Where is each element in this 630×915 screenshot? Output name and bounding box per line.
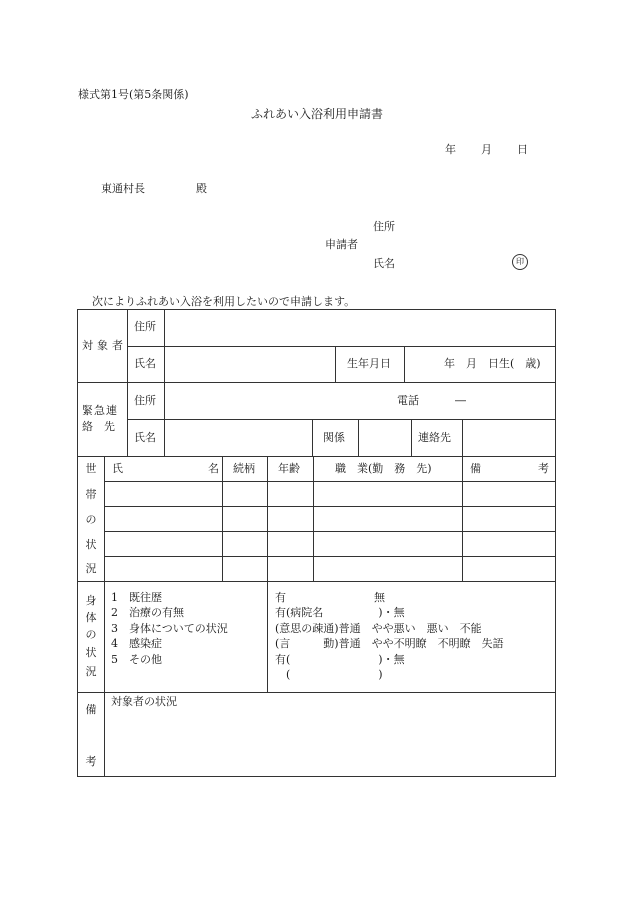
intro-text: 次によりふれあい入浴を利用したいので申請します。 <box>92 295 356 308</box>
physical-item: 5 その他 <box>111 653 162 666</box>
form-title: ふれあい入浴利用申請書 <box>251 107 384 121</box>
physical-item: 2 治療の有無 <box>111 606 184 619</box>
emergency-contact-label: 連絡先 <box>418 431 451 444</box>
date-month-label: 月 <box>481 143 492 156</box>
household-header-occupation: 職 業(勤 務 先) <box>335 462 432 475</box>
applicant-name-label: 氏名 <box>373 257 395 270</box>
target-person-label: 対象者 <box>82 339 127 352</box>
household-row[interactable] <box>105 507 555 531</box>
target-address-label: 住所 <box>134 320 156 333</box>
birthdate-field[interactable]: 年 月 日生( 歳) <box>444 357 541 370</box>
physical-value[interactable]: 有( )・無 <box>275 653 405 666</box>
household-header-relation: 続柄 <box>233 462 255 475</box>
form-number: 様式第1号(第5条関係) <box>78 88 189 101</box>
household-row[interactable] <box>105 482 555 506</box>
physical-value[interactable]: (意思の疎通)普通 やや悪い 悪い 不能 <box>275 622 482 635</box>
household-header-age: 年齢 <box>278 462 300 475</box>
date-year-label: 年 <box>445 143 456 156</box>
physical-label-char: の <box>85 628 97 641</box>
physical-value[interactable]: 有 無 <box>275 591 385 604</box>
applicant-label: 申請者 <box>325 238 358 251</box>
date-day-label: 日 <box>517 143 528 156</box>
emergency-phone-dash: ― <box>455 394 466 407</box>
physical-item: 3 身体についての状況 <box>111 622 228 635</box>
seal-icon: 印 <box>512 254 528 270</box>
physical-label-char: 身 <box>85 594 97 607</box>
emergency-address-label: 住所 <box>134 394 156 407</box>
household-header-name: 名 <box>208 462 219 475</box>
household-row[interactable] <box>105 532 555 556</box>
emergency-name-label: 氏名 <box>134 431 156 444</box>
target-name-label: 氏名 <box>134 357 156 370</box>
remarks-label-char: 考 <box>85 755 97 768</box>
addressee-honorific: 殿 <box>196 182 207 195</box>
remarks-content[interactable]: 対象者の状況 <box>111 695 177 708</box>
household-row[interactable] <box>105 557 555 581</box>
birthdate-label: 生年月日 <box>347 357 391 370</box>
remarks-label-char: 備 <box>85 703 97 716</box>
emergency-phone-label: 電話 <box>397 394 419 407</box>
emergency-name-field[interactable] <box>165 420 311 456</box>
household-header-remarks: 考 <box>538 462 549 475</box>
physical-item: 4 感染症 <box>111 637 162 650</box>
household-label-char: の <box>85 513 97 526</box>
emergency-address-field[interactable] <box>165 383 390 419</box>
target-name-field[interactable] <box>165 347 335 382</box>
target-address-field[interactable] <box>165 310 555 346</box>
household-label-char: 況 <box>85 562 97 575</box>
household-label-char: 世 <box>85 462 97 475</box>
physical-value[interactable]: (言 動)普通 やや不明瞭 不明瞭 失語 <box>275 637 504 650</box>
household-label-char: 状 <box>85 538 97 551</box>
household-label-char: 帯 <box>85 488 97 501</box>
physical-item: 1 既往歴 <box>111 591 162 604</box>
physical-label-char: 況 <box>85 665 97 678</box>
emergency-label-line2: 絡 先 <box>82 420 115 433</box>
emergency-relation-label: 関係 <box>323 431 345 444</box>
physical-value[interactable]: 有(病院名 )・無 <box>275 606 405 619</box>
emergency-label-line1: 緊急連 <box>82 404 118 417</box>
addressee: 東通村長 <box>101 182 145 195</box>
emergency-relation-field[interactable] <box>359 420 410 456</box>
emergency-contact-field[interactable] <box>463 420 555 456</box>
household-header-name: 氏 <box>112 462 123 475</box>
physical-label-char: 体 <box>85 611 97 624</box>
applicant-address-label: 住所 <box>373 220 395 233</box>
physical-label-char: 状 <box>85 646 97 659</box>
physical-value[interactable]: ( ) <box>275 668 383 681</box>
household-header-remarks: 備 <box>470 462 481 475</box>
